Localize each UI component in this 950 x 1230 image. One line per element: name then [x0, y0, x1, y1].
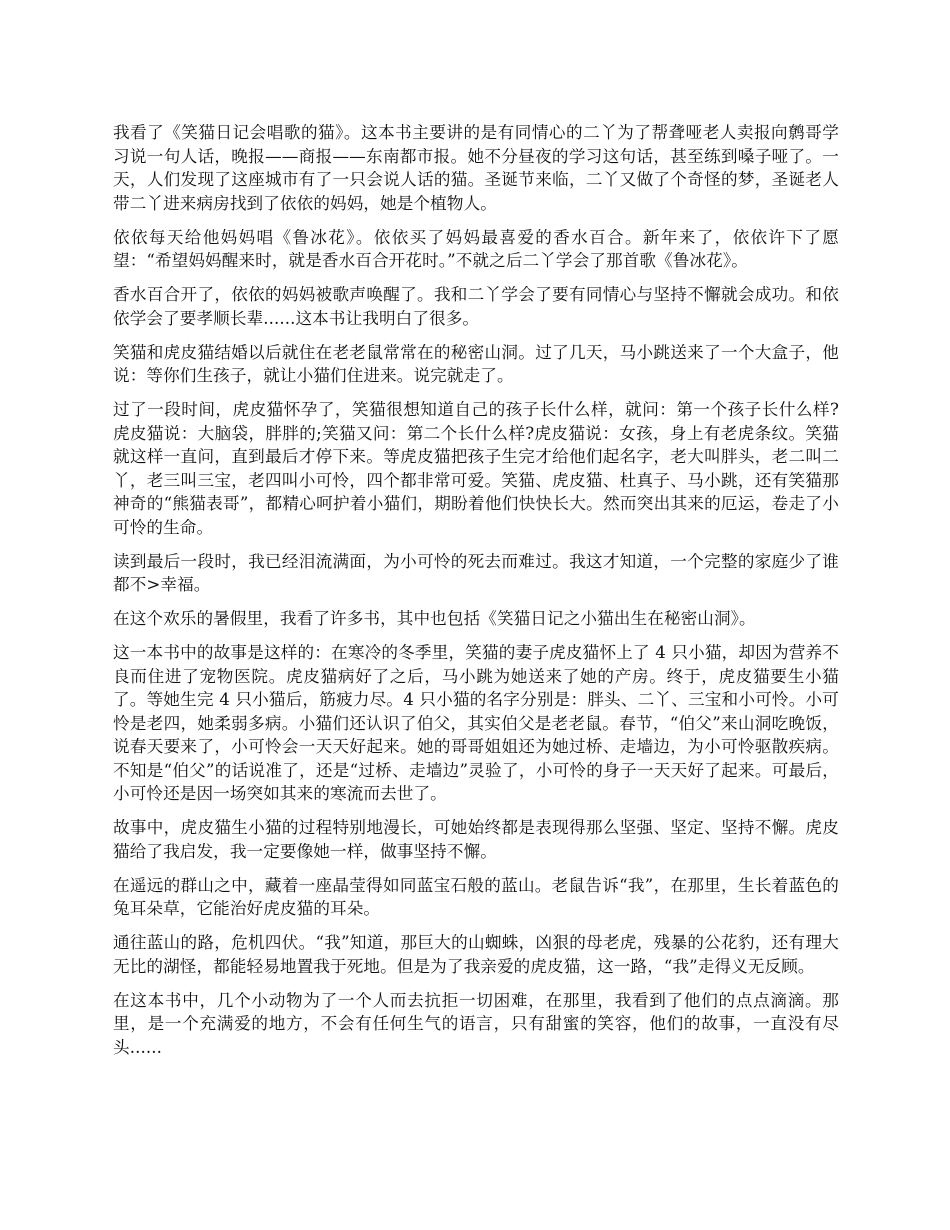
paragraph: 在这个欢乐的暑假里，我看了许多书，其中也包括《笑猫日记之小猫出生在秘密山洞》。	[113, 609, 756, 628]
paragraph: 读到最后一段时，我已经泪流满面，为小可怜的死去而难过。我这才知道，一个完整的家庭少了谁都不>幸福。	[113, 551, 839, 594]
paragraph: 故事中，虎皮猫生小猫的过程特别地漫长，可她始终都是表现得那么坚强、坚定、坚持不懈。虎皮猫给了我启发，我一定要像她一样，做事坚持不懈。	[113, 818, 839, 861]
paragraph: 在遥远的群山之中，藏着一座晶莹得如同蓝宝石般的蓝山。老鼠告诉“我”，在那里，生长着蓝色的兔耳朵草，它能治好虎皮猫的耳朵。	[113, 875, 839, 918]
paragraph: 在这本书中，几个小动物为了一个人而去抗拒一切困难，在那里，我看到了他们的点点滴滴。那里，是一个充满爱的地方，不会有任何生气的语言，只有甜蜜的笑容，他们的故事，一直没有尽头......	[113, 990, 839, 1057]
paragraph: 通往蓝山的路，危机四伏。“我”知道，那巨大的山蜘蛛，凶狠的母老虎，残暴的公花豹，还有理大无比的湖怪，都能轻易地置我于死地。但是为了我亲爱的虎皮猫，这一路，“我”走得义无反顾。	[113, 933, 839, 976]
document-body	[113, 121, 839, 1070]
paragraph: 香水百合开了，依依的妈妈被歌声唤醒了。我和二丫学会了要有同情心与坚持不懈就会成功。和依依学会了要孝顺长辈......这本书让我明白了很多。	[113, 285, 839, 328]
paragraph: 这一本书中的故事是这样的：在寒冷的冬季里，笑猫的妻子虎皮猫怀上了 4 只小猫，却因为营养不良而住进了宠物医院。虎皮猫病好了之后，马小跳为她送来了她的产房。终于，虎皮猫要生小猫了。等她生完 4 只小猫后，筋疲力尽。4 只小猫的名字分别是：胖头、二丫、三宝和小可怜。小可怜是老四，她柔弱多病。小猫们还认识了伯父，其实伯父是老老鼠。春节，“伯父”来山洞吃晚饭，说春天要来了，小可怜会一天天好起来。她的哥哥姐姐还为她过桥、走墙边，为小可怜驱散疾病。不知是“伯父”的话说准了，还是“过桥、走墙边”灵验了，小可怜的身子一天天好了起来。可最后，小可怜还是因一场突如其来的寒流而去世了。	[113, 643, 839, 803]
paragraph: 过了一段时间，虎皮猫怀孕了，笑猫很想知道自己的孩子长什么样，就问：第一个孩子长什么样?虎皮猫说：大脑袋，胖胖的;笑猫又问：第二个长什么样?虎皮猫说：女孩，身上有老虎条纹。笑猫就这样一直问，直到最后才停下来。等虎皮猫把孩子生完才给他们起名字，老大叫胖头，老二叫二丫，老三叫三宝，老四叫小可怜，四个都非常可爱。笑猫、虎皮猫、杜真子、马小跳，还有笑猫那神奇的“熊猫表哥”，都精心呵护着小猫们，期盼着他们快快长大。然而突出其来的厄运，卷走了小可怜的生命。	[113, 400, 839, 537]
paragraph: 我看了《笑猫日记会唱歌的猫》。这本书主要讲的是有同情心的二丫为了帮聋哑老人卖报向鹩哥学习说一句人话，晚报——商报——东南都市报。她不分昼夜的学习这句话，甚至练到嗓子哑了。一天，人们发现了这座城市有了一只会说人话的猫。圣诞节来临，二丫又做了个奇怪的梦，圣诞老人带二丫进来病房找到了依依的妈妈，她是个植物人。	[113, 123, 839, 213]
paragraph: 依依每天给他妈妈唱《鲁冰花》。依依买了妈妈最喜爱的香水百合。新年来了，依依许下了愿望：“希望妈妈醒来时，就是香水百合开花时。”不就之后二丫学会了那首歌《鲁冰花》。	[113, 227, 839, 270]
paragraph: 笑猫和虎皮猫结婚以后就住在老老鼠常常在的秘密山洞。过了几天，马小跳送来了一个大盒子，他说：等你们生孩子，就让小猫们住进来。说完就走了。	[113, 342, 839, 385]
